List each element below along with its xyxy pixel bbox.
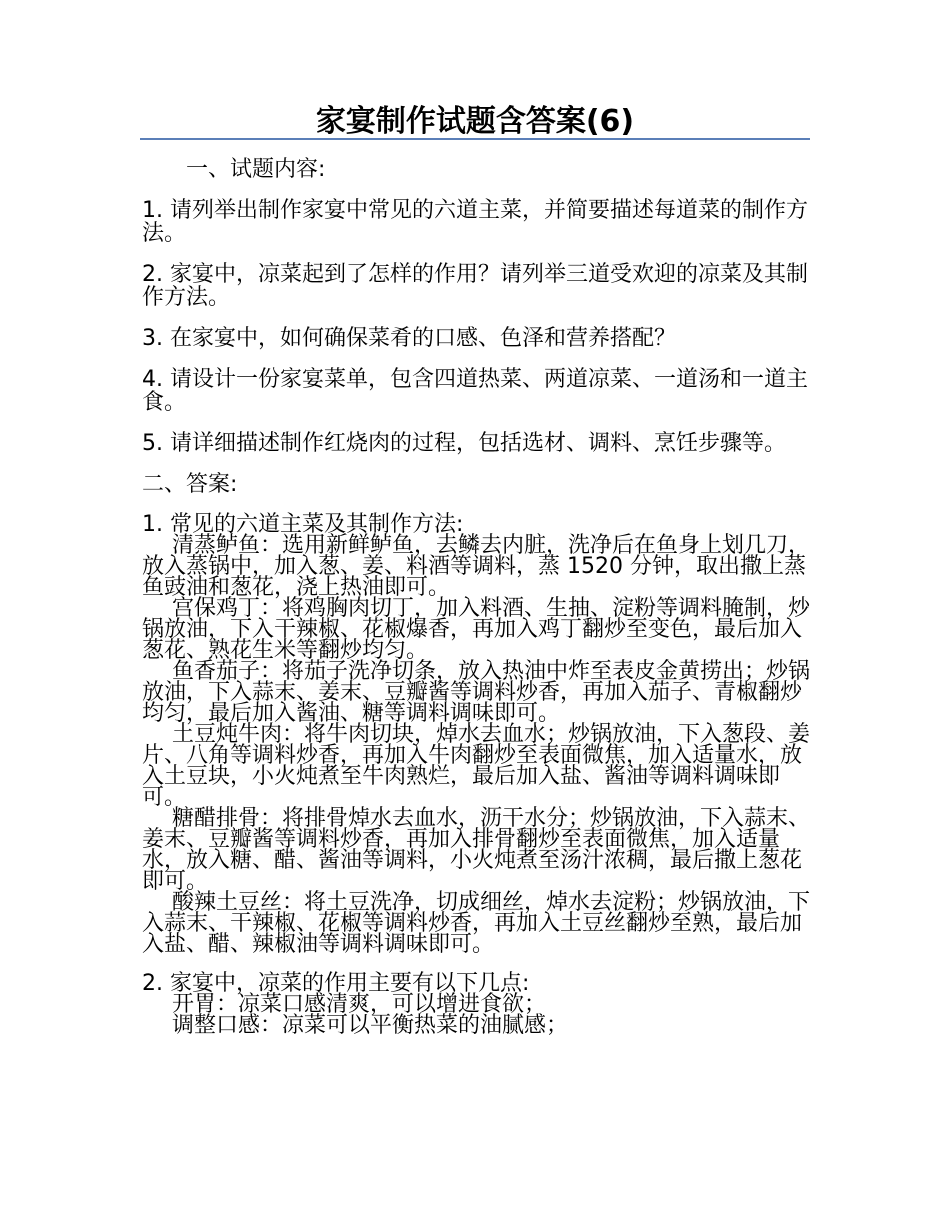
title-underline (140, 138, 810, 140)
question-3: 3. 在家宴中，如何确保菜肴的口感、色泽和营养搭配？ (142, 326, 676, 351)
document-title: 家宴制作试题含答案(6) (315, 104, 635, 139)
answer-1-item: 鱼香茄子：将茄子洗净切条，放入热油中炸至表皮金黄捞出；炒锅放油，下入蒜末、姜末、豆瓣酱等调料炒香，再加入茄子、青椒翻炒均匀，最后加入酱油、糖等调料调味即可。 (142, 659, 811, 726)
section-heading-answers: 二、答案: (142, 472, 238, 497)
question-2: 2. 家宴中，凉菜起到了怎样的作用？请列举三道受欢迎的凉菜及其制作方法。 (142, 262, 808, 310)
answer-1-item: 糖醋排骨：将排骨焯水去血水，沥干水分；炒锅放油，下入蒜末、姜末、豆瓣酱等调料炒香，再加入排骨翻炒至表面微焦，加入适量水，放入糖、醋、酱油等调料，小火炖煮至汤汁浓稠，最后撒上葱花即可。 (142, 806, 811, 894)
answer-1-item: 酸辣土豆丝：将土豆洗净，切成细丝，焯水去淀粉；炒锅放油，下入蒜末、干辣椒、花椒等调料炒香，再加入土豆丝翻炒至熟，最后加入盐、醋、辣椒油等调料调味即可。 (142, 890, 811, 957)
answer-2-item: 开胃：凉菜口感清爽，可以增进食欲； (172, 992, 547, 1017)
answer-1-item: 宫保鸡丁：将鸡胸肉切丁，加入料酒、生抽、淀粉等调料腌制，炒锅放油，下入干辣椒、花椒爆香，再加入鸡丁翻炒至变色，最后加入葱花、熟花生米等翻炒均匀。 (142, 596, 811, 663)
document-body (142, 158, 812, 1054)
section-heading-questions: 一、试题内容: (186, 157, 326, 182)
answer-2-item: 调整口感：凉菜可以平衡热菜的油腻感； (172, 1013, 569, 1038)
answer-1-heading: 1. 常见的六道主菜及其制作方法: (142, 512, 464, 537)
answer-2 (142, 973, 812, 1036)
answer-1-item: 清蒸鲈鱼：选用新鲜鲈鱼，去鳞去内脏，洗净后在鱼身上划几刀，放入蒸锅中，加入葱、姜、料酒等调料，蒸 1520 分钟，取出撒上蒸鱼豉油和葱花，浇上热油即可。 (142, 533, 811, 600)
question-4: 4. 请设计一份家宴菜单，包含四道热菜、两道凉菜、一道汤和一道主食。 (142, 367, 808, 415)
answer-2-heading: 2. 家宴中，凉菜的作用主要有以下几点: (142, 971, 530, 996)
answer-1 (142, 514, 812, 955)
question-1: 1. 请列举出制作家宴中常见的六道主菜，并简要描述每道菜的制作方法。 (142, 198, 808, 246)
answer-1-item: 土豆炖牛肉：将牛肉切块，焯水去血水；炒锅放油，下入葱段、姜片、八角等调料炒香，再加入牛肉翻炒至表面微焦，加入适量水，放入土豆块，小火炖煮至牛肉熟烂，最后加入盐、酱油等调料调味即可。 (142, 722, 811, 810)
question-5: 5. 请详细描述制作红烧肉的过程，包括选材、调料、烹饪步骤等。 (142, 431, 786, 456)
